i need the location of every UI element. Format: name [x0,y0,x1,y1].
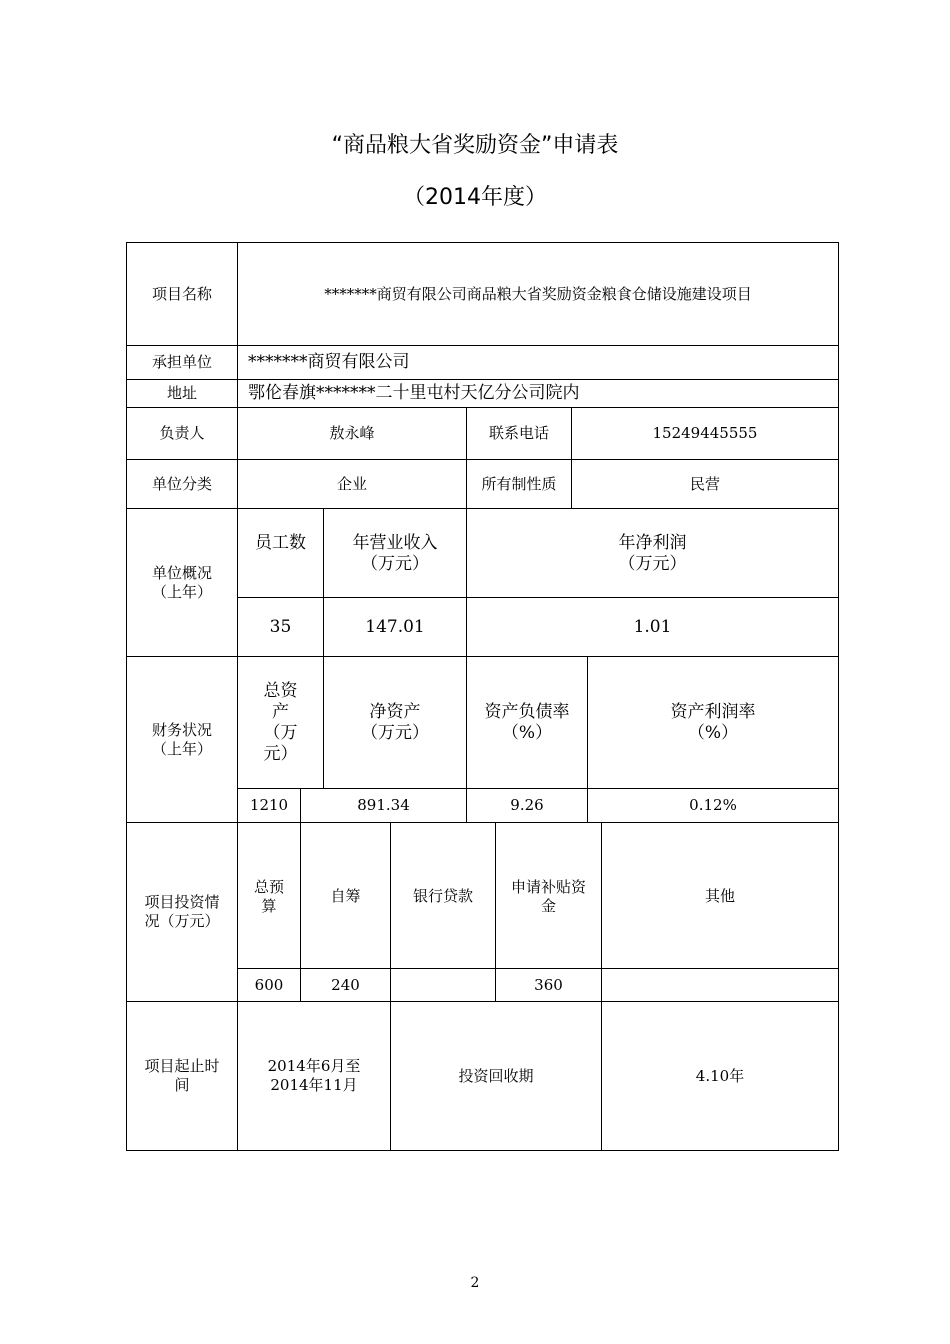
period-value: 2014年6月至2014年11月 [267,1057,361,1094]
overview-value-employees: 35 [269,616,292,637]
finance-header-net-assets: 净资产（万元） [361,701,429,743]
unit-overview-label: 单位概况（上年） [151,563,212,601]
overview-header-employees: 员工数 [255,533,306,553]
project-name-value: *******商贸有限公司商品粮大省奖励资金粮食仓储设施建设项目 [324,284,752,303]
overview-header-revenue: 年营业收入（万元） [352,533,438,574]
project-name-label: 项目名称 [151,284,212,303]
invest-header-bank-loan: 银行贷款 [412,887,473,905]
overview-value-net-profit: 1.01 [633,616,672,637]
address-label: 地址 [166,384,197,402]
address-value: 鄂伦春旗*******二十里屯村天亿分公司院内 [248,383,580,403]
invest-header-other: 其他 [704,887,735,905]
finance-value-total-assets: 1210 [249,796,289,814]
finance-value-profit-ratio: 0.12% [689,796,737,814]
ownership-label: 所有制性质 [481,474,557,493]
form-subtitle: （2014年度） [403,185,547,210]
contact-phone-value: 15249445555 [652,424,758,442]
person-in-charge-value: 敖永峰 [329,424,375,442]
unit-category-label: 单位分类 [151,474,212,493]
unit-category-value: 企业 [336,474,367,493]
invest-value-self-raised: 240 [331,975,360,994]
investment-label: 项目投资情况（万元） [144,893,220,930]
undertaker-label: 承担单位 [151,353,212,371]
finance-value-debt-ratio: 9.26 [510,796,544,814]
invest-value-subsidy: 360 [534,975,563,994]
finance-value-net-assets: 891.34 [357,796,410,814]
contact-phone-label: 联系电话 [488,424,549,442]
overview-header-net-profit: 年净利润（万元） [618,533,687,574]
finance-header-profit-ratio: 资产利润率（%） [670,701,756,743]
person-in-charge-label: 负责人 [159,424,205,442]
invest-header-subsidy: 申请补贴资金 [510,878,586,915]
ownership-value: 民营 [689,474,720,493]
period-label: 项目起止时间 [144,1057,220,1094]
finance-header-debt-ratio: 资产负债率（%） [484,701,570,743]
undertaker-value: *******商贸有限公司 [248,352,410,372]
finance-header-total-assets: 总资产（万元） [263,680,298,764]
page-number: 2 [470,1275,480,1291]
invest-value-other [602,969,838,1001]
financial-status-label: 财务状况（上年） [151,720,212,758]
payback-label: 投资回收期 [458,1066,534,1085]
overview-value-revenue: 147.01 [365,616,425,637]
invest-value-total-budget: 600 [254,975,284,994]
invest-header-total-budget: 总预算 [253,878,284,915]
payback-value: 4.10年 [695,1066,745,1085]
invest-header-self-raised: 自筹 [330,887,361,905]
invest-value-bank-loan [391,969,495,1001]
form-title: “商品粮大省奖励资金”申请表 [331,133,619,158]
